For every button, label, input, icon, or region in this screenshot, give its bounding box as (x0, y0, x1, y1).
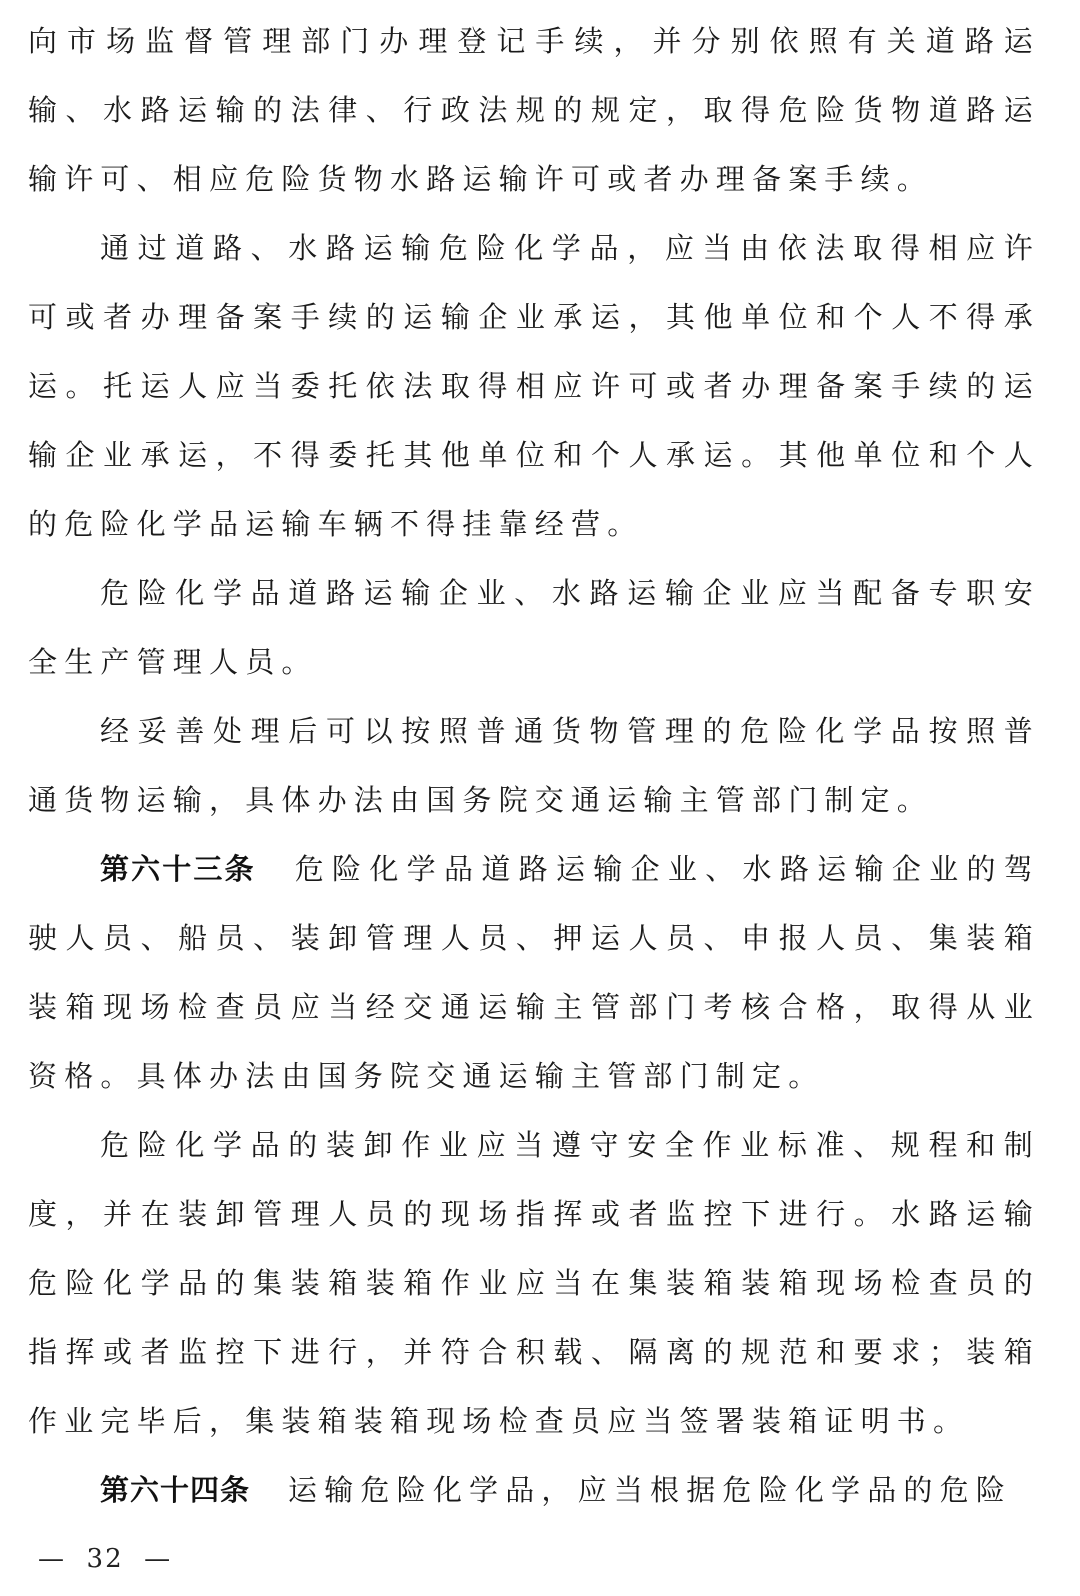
paragraph-carrier-requirements: 通过道路、水路运输危险化学品，应当由依法取得相应许可或者办理备案手续的运输企业承运，其他单位和个人不得承运。托运人应当委托依法取得相应许可或者办理备案手续的运输企业承运，不得委托其他单位和个人承运。其他单位和个人的危险化学品运输车辆不得挂靠经营。 (28, 231, 1040, 541)
document-page (28, 7, 1040, 1525)
paragraph-loading-operations: 危险化学品的装卸作业应当遵守安全作业标准、规程和制度，并在装卸管理人员的现场指挥或者监控下进行。水路运输危险化学品的集装箱装箱作业应当在集装箱装箱现场检查员的指挥或者监控下进行，并符合积载、隔离的规范和要求；装箱作业完毕后，集装箱装箱现场检查员应当签署装箱证明书。 (28, 1128, 1040, 1438)
article-63-text: 危险化学品道路运输企业、水路运输企业的驾驶人员、船员、装卸管理人员、押运人员、申报人员、集装箱装箱现场检查员应当经交通运输主管部门考核合格，取得从业资格。具体办法由国务院交通运输主管部门制定。 (28, 852, 1040, 1093)
page-number: — 32 — (38, 1544, 173, 1574)
paragraph-continuation: 向市场监督管理部门办理登记手续，并分别依照有关道路运输、水路运输的法律、行政法规的规定，取得危险货物道路运输许可、相应危险货物水路运输许可或者办理备案手续。 (28, 24, 1040, 196)
article-64-heading: 第六十四条 (100, 1473, 251, 1507)
article-63-paragraph (28, 835, 1040, 1111)
article-63-heading: 第六十三条 (100, 852, 256, 886)
paragraph-safety-personnel: 危险化学品道路运输企业、水路运输企业应当配备专职安全生产管理人员。 (28, 576, 1040, 679)
article-64-text: 运输危险化学品，应当根据危险化学品的危险 (288, 1473, 1013, 1507)
article-64-paragraph (28, 1456, 1040, 1525)
paragraph-ordinary-cargo: 经妥善处理后可以按照普通货物管理的危险化学品按照普通货物运输，具体办法由国务院交通运输主管部门制定。 (28, 714, 1040, 817)
